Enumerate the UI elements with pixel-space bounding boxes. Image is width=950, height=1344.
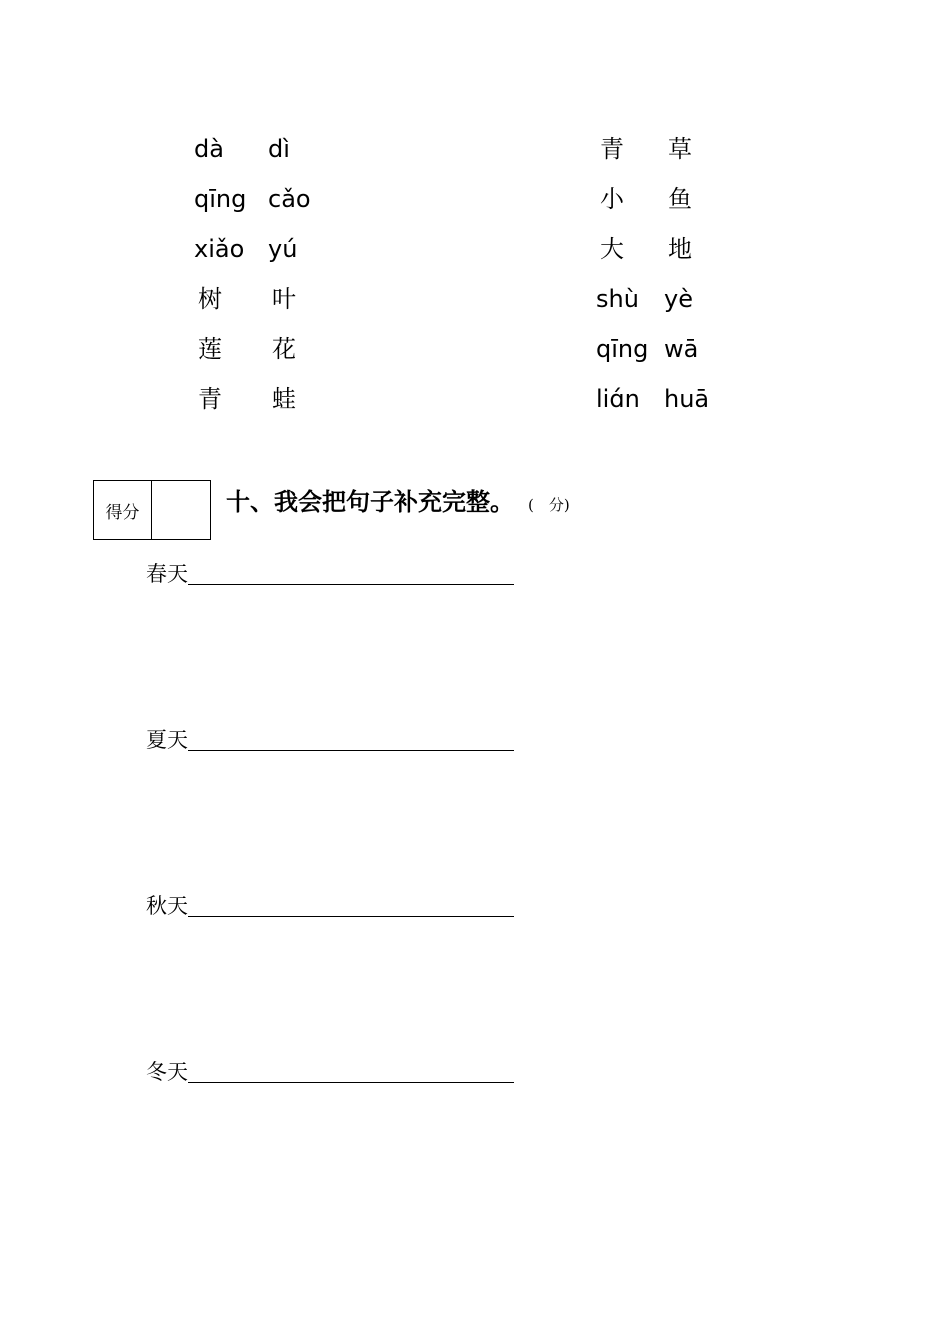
word-part: dì <box>268 135 290 163</box>
score-label: 得分 <box>94 481 152 539</box>
season-label: 冬天 <box>146 1060 188 1084</box>
word-part: shù <box>596 285 639 313</box>
word-part: 草 <box>668 135 692 163</box>
sentence-line <box>146 560 514 587</box>
answer-blank[interactable] <box>188 892 514 917</box>
word-part: huā <box>664 385 710 413</box>
answer-blank[interactable] <box>188 726 514 751</box>
word-part: 莲 <box>198 335 222 363</box>
section-title: 十、我会把句子补充完整。 <box>226 488 514 516</box>
word-part: yú <box>268 235 298 263</box>
score-value-field[interactable] <box>152 481 210 539</box>
word-part: 地 <box>668 235 692 263</box>
sentence-line <box>146 726 514 753</box>
word-part: 大 <box>600 235 624 263</box>
answer-blank[interactable] <box>188 1058 514 1083</box>
sentence-line <box>146 1058 514 1085</box>
word-part: qīng <box>596 335 649 363</box>
word-part: 叶 <box>272 285 296 313</box>
section-points: ( 分) <box>528 496 570 514</box>
season-label: 夏天 <box>146 728 188 752</box>
word-part: dà <box>194 135 224 163</box>
section-heading <box>226 482 570 517</box>
word-part: liɑ́n <box>596 385 640 413</box>
season-label: 秋天 <box>146 894 188 918</box>
word-part: 小 <box>600 185 624 213</box>
word-part: 青 <box>198 385 222 413</box>
word-part: 鱼 <box>668 185 692 213</box>
word-part: 树 <box>198 285 222 313</box>
answer-blank[interactable] <box>188 560 514 585</box>
word-part: yè <box>664 285 693 313</box>
word-part: 蛙 <box>272 385 296 413</box>
word-part: wā <box>664 335 699 363</box>
season-label: 春天 <box>146 562 188 586</box>
word-part: xiǎo <box>194 235 245 263</box>
score-box <box>93 480 211 540</box>
word-part: 花 <box>272 335 296 363</box>
sentence-line <box>146 892 514 919</box>
word-part: cǎo <box>268 185 311 213</box>
word-part: qīng <box>194 185 247 213</box>
word-part: 青 <box>600 135 624 163</box>
